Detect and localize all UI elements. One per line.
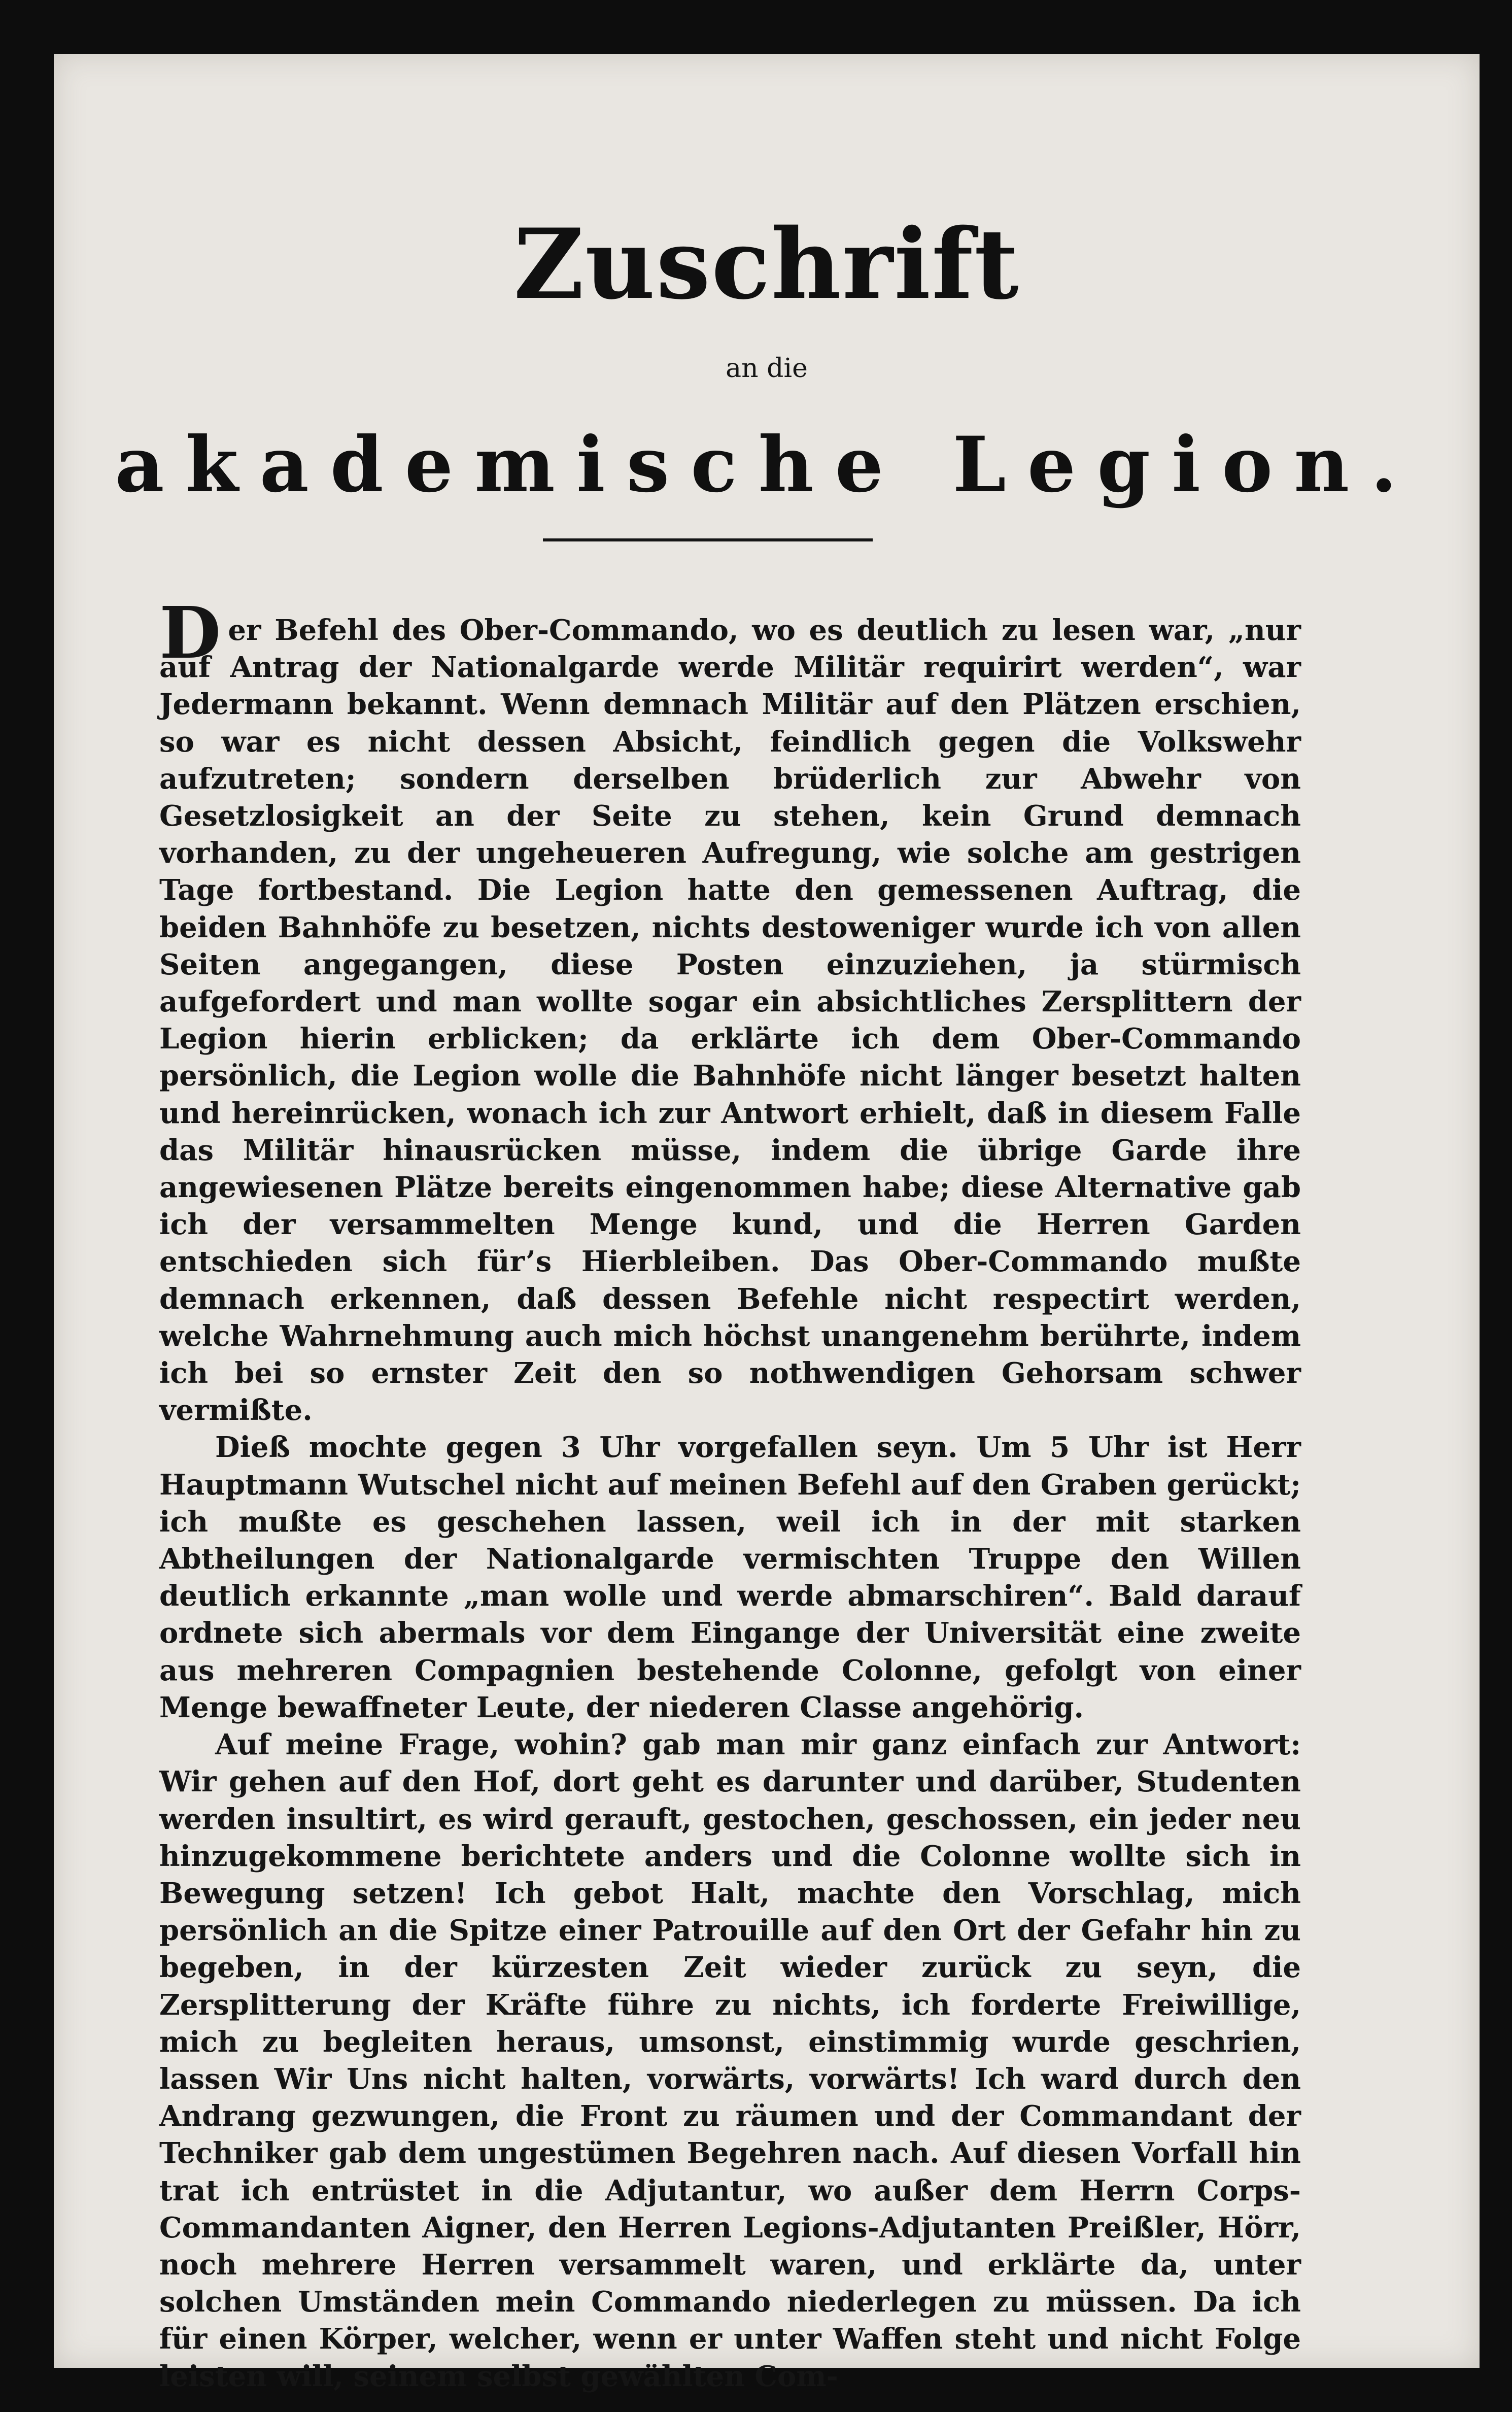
document-conjunction: an die: [726, 353, 808, 384]
document-subtitle: akademische Legion.: [115, 420, 1419, 509]
paragraph-1-text: er Befehl des Ober-Commando, wo es deutlich zu lesen war, „nur auf Antrag der Nationalgarde werde Militär requirirt werden“, war Jedermann bekannt. Wenn demnach Militär auf den Plätzen erschien, so war es nicht dessen Absicht, feindlich gegen die Volkswehr aufzutreten; sondern derselben brüderlich zur Abwehr von Gesetzlosigkeit an der Seite zu stehen, kein Grund demnach vorhanden, zu der ungeheueren Aufregung, wie solche am gestrigen Tage fortbestand. Die Legion hatte den gemessenen Auftrag, die beiden Bahnhöfe zu besetzen, nichts destoweniger wurde ich von allen Seiten angegangen, diese Posten einzuziehen, ja stürmisch aufgefordert und man wollte sogar ein absichtliches Zersplittern der Legion hierin erblicken; da erklärte ich dem Ober-Commando persönlich, die Legion wolle die Bahnhöfe nicht länger besetzt halten und hereinrücken, wonach ich zur Antwort erhielt, daß in diesem Falle das Militär hinausrücken müsse, indem die übrige Garde ihre angewiesenen Plätze bereits eingenommen habe; diese Alternative gab ich der versammelten Menge kund, und die Herren Garden entschieden sich für’s Hierbleiben. Das Ober-Commando mußte demnach erkennen, daß dessen Befehle nicht respectirt werden, welche Wahrnehmung auch mich höchst unangenehm berührte, indem ich bei so ernster Zeit den so nothwendigen Gehorsam schwer vermißte.: [159, 614, 1301, 1428]
paragraph-2: Dieß mochte gegen 3 Uhr vorgefallen seyn. Um 5 Uhr ist Herr Hauptmann Wutschel nicht auf meinen Befehl auf den Graben gerückt; ich mußte es geschehen lassen, weil ich in der mit starken Abtheilungen der Nationalgarde vermischten Truppe den Willen deutlich erkannte „man wolle und werde abmarschiren“. Bald darauf ordnete sich abermals vor dem Eingange der Universität eine zweite aus mehreren Compagnien bestehende Colonne, gefolgt von einer Menge bewaffneter Leute, der niederen Classe angehörig.: [159, 1431, 1301, 1724]
document-body: [159, 592, 1301, 2395]
drop-cap: D: [159, 592, 221, 675]
document-title: Zuschrift: [513, 208, 1020, 321]
paragraph-3: Auf meine Frage, wohin? gab man mir ganz einfach zur Antwort: Wir gehen auf den Hof, dort geht es darunter und darüber, Studenten werden insultirt, es wird gerauft, gestochen, geschossen, ein jeder neu hinzugekommene berichtete anders und die Colonne wollte sich in Bewegung setzen! Ich gebot Halt, machte den Vorschlag, mich persönlich an die Spitze einer Patrouille auf den Ort der Gefahr hin zu begeben, in der kürzesten Zeit wieder zurück zu seyn, die Zersplitterung der Kräfte führe zu nichts, ich forderte Freiwillige, mich zu begleiten heraus, umsonst, einstimmig wurde geschrien, lassen Wir Uns nicht halten, vorwärts, vorwärts! Ich ward durch den Andrang gezwungen, die Front zu räumen und der Commandant der Techniker gab dem ungestümen Begehren nach. Auf diesen Vorfall hin trat ich entrüstet in die Adjutantur, wo außer dem Herrn Corps-Commandanten Aigner, den Herren Legions-Adjutanten Preißler, Hörr, noch mehrere Herren versammelt waren, und erklärte da, unter solchen Umständen mein Commando niederlegen zu müssen. Da ich für einen Körper, welcher, wenn er unter Waffen steht und nicht Folge leisten will, seinem selbst gewählten Com-: [159, 1728, 1301, 2393]
paragraph-1: [159, 592, 1301, 1429]
title-divider: [543, 538, 873, 541]
document-sheet: [54, 54, 1480, 2393]
